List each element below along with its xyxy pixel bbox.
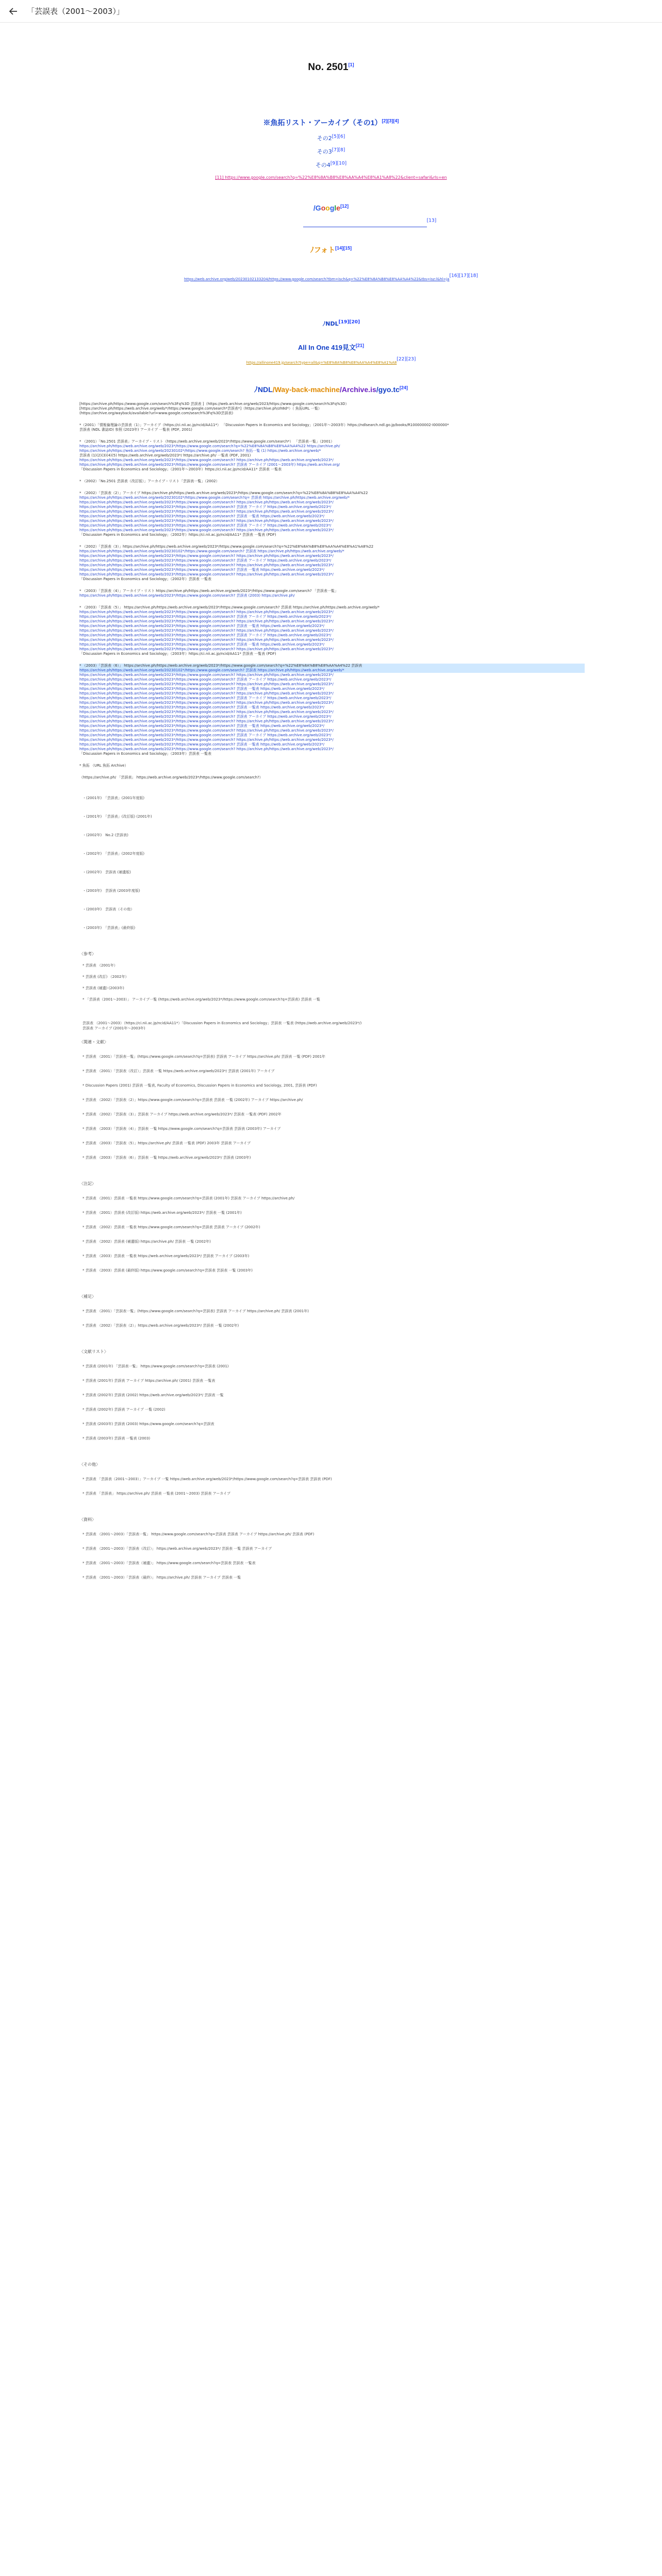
app-bar-title: 「芸誤表（2001〜2003）」 xyxy=(27,7,124,16)
paragraph xyxy=(79,764,585,768)
paragraph-line: * （2003）「芸誤表（4）」アーカイブ・リスト https://archive.ph/https://web.archive.org/web/2023*/https://www.google.com/search? 「芸誤表一覧」 xyxy=(79,588,338,593)
paragraph-line[interactable]: https://archive.ph/https://web.archive.org/web/2023*/https://www.google.com/search? 芸誤表 (2003) https://archive.ph/ xyxy=(79,593,295,598)
archive-pink-link-row xyxy=(0,171,662,181)
paragraph-line: 「Discussion Papers in Economics and Sociology」（2003年）https://ci.nii.ac.jp/ncid/AA11* 芸誤表 一覧表 (PDF) xyxy=(79,651,276,656)
paragraph-line: * （2001）「No.2501 芸誤表」アーカイブ・リスト（https://web.archive.org/web/2023*/https://www.google.com/search*） 「芸誤表一覧」（2001） xyxy=(79,439,335,444)
section-label: 〈資料〉 xyxy=(79,1517,96,1522)
photo-link-refs[interactable]: [16][17][18] xyxy=(449,273,478,279)
paragraph-line[interactable]: https://archive.ph/https://web.archive.org/web/2023*/https://www.google.com/search? 芸誤表 一覧表 https://web.archive.org/web/2023*/ xyxy=(79,742,325,747)
list-item[interactable]: * 芸誤表 （2003）芸誤表 (最終版) https://www.google.com/search?q=芸誤表 芸誤表 一覧 (2003年) xyxy=(82,1268,253,1273)
paragraph-line[interactable]: （https://archive.ph/ 「芸誤表」 https://web.archive.org/web/2023*/https://www.google.com/search?） xyxy=(79,775,263,779)
ndl-heading-refs[interactable]: [19][20] xyxy=(338,319,360,325)
paragraph xyxy=(79,545,585,582)
all-in-one-heading-text[interactable]: All In One 419見文 xyxy=(298,343,356,351)
paragraph-line[interactable]: [https://archive.ph/https://www.google.com/search%3Fq%3D 芸誤表 ]（https://web.archive.org/web/2023/https://www.google.com/search%3Fq%3D） xyxy=(79,401,349,406)
all-in-one-link[interactable]: https://allinone419.jp/search?type=all&q=%E8%8A%B8%E8%AA%A4%E8%A1%A8 xyxy=(246,360,397,365)
list-item[interactable]: * 芸誤表 (2003年) 芸誤表 (2003) https://www.google.com/search?q=芸誤表 xyxy=(82,1421,214,1426)
paragraph-line-highlighted[interactable]: https://archive.ph/https://web.archive.org/web/20230102*/https://www.google.com/search? 芸誤表 https://archive.ph/https://web.archive.org/web/* xyxy=(79,668,585,673)
paragraph-line: 「Discussion Papers in Economics and Sociology」（2002年）https://ci.nii.ac.jp/ncid/AA11* 芸誤表 一覧表 (PDF) xyxy=(79,532,276,537)
paragraph-line[interactable]: https://archive.ph/https://web.archive.org/web/2023*/https://www.google.com/search? https://archive.ph/https://web.archive.org/web/2023*/ xyxy=(79,637,334,642)
footnote-ref[interactable]: [1] xyxy=(348,62,354,67)
list-item: ・(2003年) 芸誤表 (2003年度版) xyxy=(82,888,140,893)
year-list xyxy=(0,795,662,930)
list-item[interactable]: * 芸誤表 （2001〜2003）「芸誤表一覧」 https://www.google.com/search?q=芸誤表 芸誤表 アーカイブ https://archive.ph/ 芸誤表 (PDF) xyxy=(82,1532,315,1536)
list-item[interactable]: * 芸誤表 （2001〜2003）「芸誤表（改訂）」 https://web.archive.org/web/2023*/ 芸誤表 一覧 芸誤表 アーカイブ xyxy=(82,1546,272,1551)
paragraph-line[interactable]: https://archive.ph/https://web.archive.org/web/2023*/https://www.google.com/search? 芸誤表 一覧表 https://web.archive.org/web/2023*/ xyxy=(79,567,325,572)
paragraph-line[interactable]: https://archive.ph/https://web.archive.org/web/2023*/https://www.google.com/search? 芸誤表 アーカイブ https://web.archive.org/web/2023*/ xyxy=(79,523,332,528)
photo-section xyxy=(0,245,662,282)
ndl-heading[interactable] xyxy=(0,319,662,328)
paragraph-line: * （2003）「芸誤表（5）」 https://archive.ph/https://web.archive.org/web/2023*/https://www.google.com/search? 芸誤表 https://archive.ph/https://web.archive.org/web/* xyxy=(79,605,380,609)
paragraph-line: * 魚拓 （URL 魚拓 Archive） xyxy=(79,763,128,768)
paragraph xyxy=(79,491,585,537)
paragraph-line[interactable]: https://archive.ph/https://web.archive.org/web/2023*/https://www.google.com/search? https://archive.ph/https://web.archive.org/web/2023*/ xyxy=(79,572,334,577)
paragraph-line[interactable]: https://archive.ph/https://web.archive.org/web/20230102*/https://www.google.com/search?q= 芸誤表 https://archive.ph/https://web.archive.org/web/* xyxy=(79,495,350,500)
google-link-ref[interactable]: [13] xyxy=(426,218,437,224)
list-item[interactable]: * 芸誤表 （2002）「芸誤表（2）」https://web.archive.org/web/2023*/ 芸誤表 一覧 (2002年) xyxy=(82,1323,239,1328)
list-item[interactable]: * 芸誤表 （2001）「芸誤表（改訂）」芸誤表 一覧 https://web.archive.org/web/2023*/ 芸誤表 (2001年) アーカイブ xyxy=(82,1069,275,1073)
all-in-one-section xyxy=(0,342,662,366)
google-heading-g: G xyxy=(315,204,321,212)
list-item: * 芸誤表 (2002年) 芸誤表 アーカイブ 一覧 (2002) xyxy=(82,1407,166,1412)
paragraph-line[interactable]: https://archive.ph/https://web.archive.org/web/2023*/https://www.google.com/search? https://archive.ph/https://web.archive.org/web/2023*/ xyxy=(79,528,334,532)
wayback-heading-archive[interactable]: /Archive.is xyxy=(340,385,376,394)
list-item[interactable]: * 芸誤表 （2002）「芸誤表（3）」芸誤表 アーカイブ https://web.archive.org/web/2023*/ 芸誤表 一覧表 (PDF) 2002年 xyxy=(82,1112,282,1116)
paragraph-line: * （2002）「芸誤表（2）」アーカイブ https://archive.ph/https://web.archive.org/web/2023*/https://www.google.com/search?q=%22%E8%8A%B8%E8%AA%A4%22 xyxy=(79,490,368,495)
paragraph-line[interactable]: (https://archive.org/wayback/available?url=www.google.com/search%3Fq%3D芸誤表) xyxy=(79,411,234,415)
paragraph-line[interactable]: https://archive.ph/https://web.archive.org/web/2023*/https://www.google.com/search? 芸誤表 アーカイブ https://web.archive.org/web/2023*/ xyxy=(79,677,332,682)
app-bar xyxy=(0,0,662,23)
paragraph-line[interactable]: https://archive.ph/https://web.archive.org/web/2023*/https://www.google.com/search? 芸誤表 一覧表 https://web.archive.org/web/2023*/ xyxy=(79,705,325,709)
archive-sub4[interactable] xyxy=(0,161,662,169)
paragraph-line-highlighted[interactable]: * （2003）「芸誤表（6）」 https://archive.ph/https://web.archive.org/web/2023*/https://www.google.com/search?q=%22%E8%8A%B8%E8%AA%A4%22 芸誤表 xyxy=(79,664,585,668)
list-item[interactable]: * 芸誤表 （2002）芸誤表 一覧表 https://www.google.com/search?q=芸誤表 芸誤表 アーカイブ (2002年) xyxy=(82,1225,260,1229)
list-item: ・(2001年) 「芸誤表」(2001年度版) xyxy=(82,795,145,800)
paragraph-line[interactable]: https://archive.ph/https://web.archive.org/web/2023*/https://www.google.com/search? 芸誤表 アーカイブ https://web.archive.org/web/2023*/ xyxy=(79,733,332,737)
list-item[interactable]: * 芸誤表 (2001年) 芸誤表 アーカイブ https://archive.ph/ (2001) 芸誤表 一覧表 xyxy=(82,1378,216,1383)
google-heading-l: l xyxy=(334,204,337,212)
wayback-heading-ndl[interactable]: ﾉNDL xyxy=(254,385,273,394)
section-notes xyxy=(0,1181,662,1273)
paragraph xyxy=(79,439,585,472)
page-content xyxy=(0,23,662,2576)
google-link-row xyxy=(0,217,662,227)
archive-section xyxy=(0,117,662,181)
section-label: 〈関連・文献〉 xyxy=(79,1039,108,1044)
paragraph-line[interactable]: https://archive.ph/https://web.archive.org/web/2023*/https://www.google.com/search? https://archive.ph/https://web.archive.org/web/2023*/ xyxy=(79,553,334,558)
photo-link[interactable]: https://web.archive.org/web/20230102133204/https://www.google.com/search?tbm=isch&q=%22%E8%8A%B8%E8%AA%A4%22&tbs=isz:l&hl=ja xyxy=(184,277,450,281)
list-item[interactable]: * 芸誤表 (2002年) 芸誤表 (2002) https://web.archive.org/web/2023*/ 芸誤表 一覧 xyxy=(82,1393,224,1397)
paragraph-line[interactable]: https://archive.ph/https://web.archive.org/web/2023*/https://www.google.com/search? 芸誤表 アーカイブ https://web.archive.org/web/2023*/ xyxy=(79,633,332,637)
wayback-heading-wayback[interactable]: /Way-back-machine xyxy=(272,385,340,394)
paragraph-line: * （2002）「芸誤表（3）」https://archive.ph/https://web.archive.org/web/2023*/https://www.google.com/search?q=%22%E8%8A%B8%E8%AA%A4%E8%A1%A8%22 xyxy=(79,544,374,549)
list-item[interactable]: * 芸誤表 （2001）「芸誤表一覧」(https://www.google.com/search?q=芸誤表) 芸誤表 アーカイブ https://archive.ph/ 芸誤表 (2001年) xyxy=(82,1309,309,1313)
list-item: * Discussion Papers (2001) 芸誤表 一覧表, Faculty of Economics, Discussion Papers in Economics and Sociology, 2001, 芸誤表 (PDF) xyxy=(82,1083,317,1088)
paragraph-line: 「Discussion Papers in Economics and Sociology」（2001年～2003年）https://ci.nii.ac.jp/ncid/AA11* 芸誤表 一覧表 xyxy=(79,467,282,471)
paragraph-line: 「Discussion Papers in Economics and Sociology」（2002年）芸誤表 一覧表 xyxy=(79,577,212,581)
paragraph xyxy=(79,479,585,484)
paragraph xyxy=(79,664,585,756)
photo-link-row xyxy=(0,273,662,282)
paragraph-line[interactable]: https://archive.ph/https://web.archive.org/web/2023*/https://www.google.com/search? https://archive.ph/https://web.archive.org/web/2023*/ xyxy=(79,619,334,623)
list-item[interactable]: * 芸誤表 （2001）芸誤表 一覧表 https://www.google.com/search?q=芸誤表 (2001年) 芸誤表 アーカイブ https://archive.ph/ xyxy=(82,1196,295,1200)
google-heading-e: e xyxy=(336,204,341,212)
paragraph xyxy=(79,605,585,656)
list-item[interactable]: * 「芸誤表（2001〜2003）」 アーカイブ一覧 (https://web.archive.org/web/2023*/https://www.google.com/search?q=芸誤表) 芸誤表 一覧 xyxy=(82,997,320,1002)
paragraph-line[interactable]: https://archive.ph/https://web.archive.org/web/2023*/https://www.google.com/search? https://archive.ph/https://web.archive.org/web/2023*/ xyxy=(79,700,334,705)
list-item: ・(2002年) 芸誤表 (補遺版) xyxy=(82,870,131,874)
section-materials xyxy=(0,1517,662,1580)
list-item[interactable]: * 芸誤表 （2003）「芸誤表（4）」芸誤表 一覧 https://www.google.com/search?q=芸誤表 芸誤表 (2003年) アーカイブ xyxy=(82,1126,281,1131)
list-item: ・(2001年) 「芸誤表」(改訂版) (2001年) xyxy=(82,814,152,819)
paragraph-line: *（2001）「情報倫理論の芸誤表（1）」アーカイブ（https://ci.nii.ac.jp/ncid/AA11*） 「Discussion Papers in Economics and Sociology」（2001年～2003年）https://ndlsearch.ndl.go.jp/books/R100000002-I000000* xyxy=(79,422,449,427)
paragraph xyxy=(79,423,585,432)
paragraph xyxy=(79,589,585,598)
archive-pink-link[interactable]: [11] https://www.google.com/search?q=%22%E8%8A%B8%E8%AA%A4%E8%A1%A8%22&client=safari&rls=en xyxy=(215,175,447,180)
paragraph-line[interactable]: https://archive.ph/https://web.archive.org/web/2023*/https://www.google.com/search? https://archive.ph/https://web.archive.org/web/2023*/ xyxy=(79,719,334,723)
paragraph-line[interactable]: https://archive.ph/https://web.archive.org/web/2023*/https://www.google.com/search? https://archive.ph/https://web.archive.org/web/2023*/ xyxy=(79,609,334,614)
list-item[interactable]: * 芸誤表 （2002）「芸誤表（2）」https://www.google.com/search?q=芸誤表 芸誤表 一覧 (2002年) アーカイブ https://archive.ph/ xyxy=(82,1097,303,1102)
paragraph-line[interactable]: https://archive.ph/https://web.archive.org/web/2023*/https://www.google.com/search? 芸誤表 一覧表 https://web.archive.org/web/2023*/ xyxy=(79,723,325,728)
paragraph-line[interactable]: https://archive.ph/https://web.archive.org/web/2023*/https://www.google.com/search? 芸誤表 アーカイブ https://web.archive.org/web/2023*/ xyxy=(79,614,332,619)
google-heading-refs[interactable]: [12] xyxy=(340,204,349,209)
photo-heading-text[interactable]: ﾉフォト xyxy=(310,245,336,254)
archive-sub2-refs[interactable]: [5][6] xyxy=(332,134,345,140)
ndl-section xyxy=(0,319,662,328)
wayback-heading[interactable] xyxy=(0,384,662,395)
paragraph-line[interactable]: https://archive.ph/https://web.archive.org/web/2023*/https://www.google.com/search? 芸誤表 アーカイブ https://web.archive.org/web/2023*/ xyxy=(79,696,332,700)
list-item[interactable]: * 芸誤表 （2003）「芸誤表（6）」芸誤表 一覧 https://web.archive.org/web/2023*/ 芸誤表 (2003年) xyxy=(82,1155,251,1160)
paragraph xyxy=(79,402,585,416)
wayback-heading-refs[interactable]: [24] xyxy=(399,385,408,390)
list-item[interactable]: * 芸誤表 「芸誤表（2001〜2003）」アーカイブ 一覧 https://web.archive.org/web/2023*/https://www.google.com/search?q=芸誤表 芸誤表 (PDF) xyxy=(82,1477,332,1481)
page-title xyxy=(0,62,662,73)
paragraph-line[interactable]: https://archive.ph/https://web.archive.org/web/2023*/https://www.google.com/search? https://archive.ph/https://web.archive.org/web/2023*/ xyxy=(79,628,334,633)
archive-sub4-text[interactable]: その4 xyxy=(315,162,330,168)
list-item[interactable]: * 芸誤表 （2001〜2003）「芸誤表（最終）」 https://archive.ph/ 芸誤表 アーカイブ 芸誤表 一覧 xyxy=(82,1575,241,1580)
section-intro: 芸誤表 アーカイブ (2001年～2003年) xyxy=(82,1026,145,1030)
paragraph-line[interactable]: [https://archive.ph/https://web.archive.org/web/*/https://www.google.com/search*芸誤表*]（https://archive.ph/zh8d*）（ 魚拓URL 一覧） xyxy=(79,406,322,411)
archive-sub3-refs[interactable]: [7][8] xyxy=(332,147,345,153)
paragraph-line[interactable]: https://archive.ph/https://web.archive.org/web/2023*/https://www.google.com/search? 芸誤表 一覧表 https://web.archive.org/web/2023*/ xyxy=(79,686,325,691)
section-label: 〈補足〉 xyxy=(79,1294,96,1299)
section-supplement xyxy=(0,1294,662,1328)
paragraph-line[interactable]: https://archive.ph/https://web.archive.org/web/2023*/https://www.google.com/search? https://archive.ph/https://web.archive.org/web/2023*/ xyxy=(79,647,334,651)
paragraph-line[interactable]: https://archive.ph/https://web.archive.org/web/2023*/https://www.google.com/search?q=%22%E8%8A%B8%E8%AA%A4%22 https://archive.ph/ xyxy=(79,444,340,448)
section-bibliography xyxy=(0,1349,662,1441)
list-item: ・(2002年) 「芸誤表」(2002年度版) xyxy=(82,851,145,856)
paragraph-line[interactable]: https://archive.ph/https://web.archive.org/web/20230102*/https://www.google.com/search? 芸誤表 https://archive.ph/https://web.archive.org/web/* xyxy=(79,549,344,553)
google-link-underline[interactable] xyxy=(303,223,427,227)
paragraph-line: 芸誤表 (NDL 書誌ID) 参照 (2023年) アーカイブ 一覧表 (PDF, 2001) xyxy=(79,427,192,432)
section-reference xyxy=(0,951,662,1002)
paragraph-line[interactable]: https://archive.ph/https://web.archive.org/web/2023*/https://www.google.com/search? https://archive.ph/https://web.archive.org/web/2023*/ xyxy=(79,563,334,567)
paragraph-line: 芸誤表 (1)(2)(3)(4)(5) https://web.archive.org/web/2023*/ https://archive.ph/ 一覧表 (PDF, 2001) xyxy=(79,453,251,457)
google-heading[interactable] xyxy=(0,204,662,212)
section-related xyxy=(0,1021,662,1160)
paragraph-line[interactable]: https://archive.ph/https://web.archive.org/web/2023*/https://www.google.com/search? https://archive.ph/https://web.archive.org/web/2023*/ xyxy=(79,737,334,742)
all-in-one-link-refs[interactable]: [22][23] xyxy=(396,357,416,362)
archive-sub2[interactable] xyxy=(0,134,662,142)
archive-heading-refs[interactable]: [2][3][4] xyxy=(382,118,399,124)
paragraph-line[interactable]: https://archive.ph/https://web.archive.org/web/2023*/https://www.google.com/search? https://archive.ph/https://web.archive.org/web/2023*/ xyxy=(79,509,334,514)
paragraph-line[interactable]: https://archive.ph/https://web.archive.org/web/2023*/https://www.google.com/search? https://archive.ph/https://web.archive.org/web/2023*/ xyxy=(79,728,334,733)
list-item[interactable]: * 芸誤表 （2001）「芸誤表一覧」(https://www.google.com/search?q=芸誤表) 芸誤表 アーカイブ https://archive.ph/ 芸誤表 一覧 (PDF) 2001年 xyxy=(82,1054,326,1059)
section-label: 〈その他〉 xyxy=(79,1462,100,1467)
section-intro[interactable]: 芸誤表 （2001〜2003）（https://ci.nii.ac.jp/ncid/AA11*）「Discussion Papers in Economics and Sociology」芸誤表 一覧表 (https://web.archive.org/web/2023*/) xyxy=(82,1021,362,1025)
list-item: ・(2003年) 芸誤表（その他） xyxy=(82,907,135,911)
list-item[interactable]: * 芸誤表 （2003）「芸誤表（5）」https://archive.ph/ 芸誤表 一覧表 (PDF) 2003年 芸誤表 アーカイブ xyxy=(82,1141,251,1145)
wayback-section xyxy=(0,384,662,395)
section-other xyxy=(0,1462,662,1496)
google-heading-o1: o xyxy=(321,204,326,212)
paragraph-line[interactable]: https://archive.ph/https://web.archive.org/web/2023*/https://www.google.com/search? https://archive.ph/https://web.archive.org/web/2023*/ xyxy=(79,709,334,714)
paragraph-line[interactable]: https://archive.ph/https://web.archive.org/web/2023*/https://www.google.com/search? https://archive.ph/https://web.archive.org/web/2023*/ xyxy=(79,682,334,686)
google-section xyxy=(0,204,662,227)
paragraph-line[interactable]: https://archive.ph/https://web.archive.org/web/2023*/https://www.google.com/search? 芸誤表 アーカイブ https://web.archive.org/web/2023*/ xyxy=(79,714,332,719)
list-item[interactable]: * 芸誤表 （2003）芸誤表 一覧表 https://web.archive.org/web/2023*/ 芸誤表 アーカイブ (2003年) xyxy=(82,1253,250,1258)
paragraph-line[interactable]: https://archive.ph/https://web.archive.org/web/2023*/https://www.google.com/search? 芸誤表 アーカイブ https://web.archive.org/web/2023*/ xyxy=(79,558,332,563)
all-in-one-heading-refs[interactable]: [21] xyxy=(355,343,364,348)
google-heading-g2: g xyxy=(329,204,335,212)
all-in-one-link-row xyxy=(0,356,662,366)
archive-sub4-refs[interactable]: [9][10] xyxy=(330,161,347,166)
paragraph-line: 「Discussion Papers in Economics and Sociology」（2003年）芸誤表 一覧表 xyxy=(79,751,212,756)
list-item: * 芸誤表 （2001年） xyxy=(82,963,118,968)
section-label: 〈参考〉 xyxy=(79,951,96,956)
photo-heading[interactable] xyxy=(0,245,662,255)
list-item: ・(2003年) 「芸誤表」(最終版) xyxy=(82,925,136,930)
paragraph-line[interactable]: https://archive.ph/https://web.archive.org/web/2023*/https://www.google.com/search? https://archive.ph/https://web.archive.org/web/2023*/ xyxy=(79,672,334,677)
paragraph xyxy=(79,775,585,780)
paragraph-list xyxy=(0,402,662,780)
paragraph-line[interactable]: https://archive.ph/https://web.archive.org/web/2023*/https://www.google.com/search? 芸誤表 一覧表 https://web.archive.org/web/2023*/ xyxy=(79,623,325,628)
google-heading-o2: o xyxy=(325,204,330,212)
paragraph-line[interactable]: https://archive.ph/https://web.archive.org/web/2023*/https://www.google.com/search? 芸誤表 一覧表 https://web.archive.org/web/2023*/ xyxy=(79,642,325,647)
paragraph-line[interactable]: https://archive.ph/https://web.archive.org/web/2023*/https://www.google.com/search? https://archive.ph/https://web.archive.org/web/2023*/ xyxy=(79,691,334,696)
list-item[interactable]: * 芸誤表 （2002）芸誤表 (補遺版) https://archive.ph/ 芸誤表 一覧 (2002年) xyxy=(82,1239,211,1244)
arrow-left-icon[interactable] xyxy=(3,1,24,22)
paragraph-line[interactable]: https://archive.ph/https://web.archive.org/web/20230102*/https://www.google.com/search? 魚拓一覧 (1) https://web.archive.org/web/* xyxy=(79,448,321,453)
list-item: ・(2002年) No.2 (芸誤表) xyxy=(82,833,129,837)
list-item[interactable]: * 芸誤表 (2001年) 「芸誤表一覧」 https://www.google.com/search?q=芸誤表 (2001) xyxy=(82,1364,229,1368)
archive-sub2-text[interactable]: その2 xyxy=(317,135,332,142)
paragraph-line: * （2002）「No.2501 芸誤表（改訂版）」アーカイブ・リスト「芸誤表一覧」（2002） xyxy=(79,479,220,483)
paragraph-line[interactable]: https://archive.ph/https://web.archive.org/web/2023*/https://www.google.com/search? 芸誤表 アーカイブ (2001～2003年) https://web.archive.org/ xyxy=(79,462,340,467)
list-item: * 芸誤表 (改訂) （2002年） xyxy=(82,974,129,979)
list-item: * 芸誤表 (補遺) (2003年) xyxy=(82,986,124,990)
wayback-heading-gyotaku[interactable]: /gyo.tc xyxy=(376,385,400,394)
google-heading-slash: / xyxy=(313,204,316,212)
paragraph-line[interactable]: https://archive.ph/https://web.archive.org/web/2023*/https://www.google.com/search? https://archive.ph/https://web.archive.org/web/2023*/ xyxy=(79,457,334,462)
list-item[interactable]: * 芸誤表 「芸誤表」 https://archive.ph/ 芸誤表 一覧表 (2001〜2003) 芸誤表 アーカイブ xyxy=(82,1491,230,1496)
paragraph-line[interactable]: https://archive.ph/https://web.archive.org/web/2023*/https://www.google.com/search? https://archive.ph/https://web.archive.org/web/2023*/ xyxy=(79,747,334,751)
paragraph-line[interactable]: https://archive.ph/https://web.archive.org/web/2023*/https://www.google.com/search? 芸誤表 アーカイブ https://web.archive.org/web/2023*/ xyxy=(79,504,332,509)
archive-heading-text[interactable]: ※魚拓リスト・アーカイブ（その1） xyxy=(263,118,382,127)
section-label: 〈注記〉 xyxy=(79,1181,96,1186)
archive-sub3[interactable] xyxy=(0,147,662,156)
archive-heading[interactable] xyxy=(0,117,662,128)
list-item[interactable]: * 芸誤表 （2001）芸誤表 (改訂版) https://web.archive.org/web/2023*/ 芸誤表 一覧 (2001年) xyxy=(82,1210,242,1215)
all-in-one-heading[interactable] xyxy=(0,342,662,352)
section-label: 〈文献リスト〉 xyxy=(79,1349,108,1354)
paragraph-line[interactable]: https://archive.ph/https://web.archive.org/web/2023*/https://www.google.com/search? https://archive.ph/https://web.archive.org/web/2023*/ xyxy=(79,500,334,504)
archive-sub3-text[interactable]: その3 xyxy=(317,148,332,155)
paragraph-line[interactable]: https://archive.ph/https://web.archive.org/web/2023*/https://www.google.com/search? https://archive.ph/https://web.archive.org/web/2023*/ xyxy=(79,518,334,523)
list-item[interactable]: * 芸誤表 （2001〜2003）「芸誤表（補遺）」 https://www.google.com/search?q=芸誤表 芸誤表 一覧表 xyxy=(82,1561,256,1565)
paragraph-line[interactable]: https://archive.ph/https://web.archive.org/web/2023*/https://www.google.com/search? 芸誤表 一覧表 https://web.archive.org/web/2023*/ xyxy=(79,514,325,518)
page-title-text: No. 2501 xyxy=(308,62,349,73)
photo-heading-refs[interactable]: [14][15] xyxy=(335,245,352,250)
list-item: * 芸誤表 (2003年) 芸誤表 一覧表 (2003) xyxy=(82,1436,151,1440)
ndl-heading-text[interactable]: ﾉNDL xyxy=(322,320,339,327)
